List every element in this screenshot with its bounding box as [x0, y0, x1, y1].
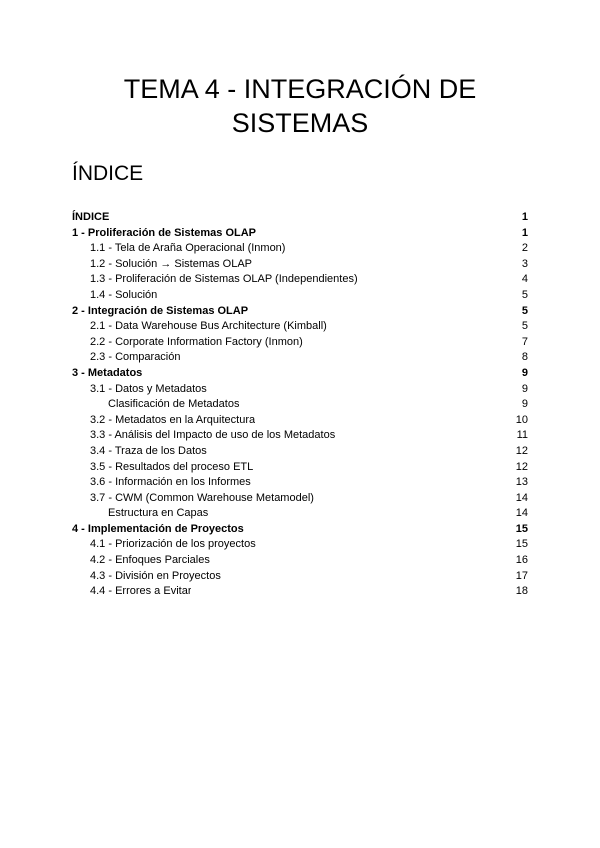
toc-entry-label: 1.3 - Proliferación de Sistemas OLAP (Independientes) [90, 273, 358, 286]
toc-entry-page-number: 16 [515, 554, 528, 567]
toc-entry-page-number: 2 [521, 242, 528, 255]
toc-entry-label: ÍNDICE [72, 211, 110, 223]
toc-entry[interactable] [72, 444, 528, 460]
toc-entry-label: 3.5 - Resultados del proceso ETL [90, 460, 254, 473]
toc-entry-page-number: 5 [521, 304, 528, 317]
toc-entry[interactable] [72, 460, 528, 476]
toc-entry[interactable] [72, 350, 528, 366]
toc-entry-page-number: 13 [515, 476, 528, 489]
toc-entry[interactable] [72, 413, 528, 429]
toc-entry-page-number: 18 [515, 585, 528, 598]
toc-entry[interactable] [72, 569, 528, 585]
toc-entry-label: 4.2 - Enfoques Parciales [90, 554, 210, 567]
toc-entry[interactable] [72, 522, 528, 538]
toc-entry-page-number: 14 [515, 491, 528, 504]
toc-entry-page-number: 4 [521, 273, 528, 286]
toc-entry[interactable] [72, 475, 528, 491]
toc-entry-label: 4.1 - Priorización de los proyectos [90, 538, 256, 551]
toc-entry[interactable] [72, 506, 528, 522]
table-of-contents [72, 210, 528, 600]
toc-entry[interactable] [72, 319, 528, 335]
toc-entry-label: 3.3 - Análisis del Impacto de uso de los Metadatos [90, 429, 336, 442]
document-title [0, 72, 600, 140]
toc-entry[interactable] [72, 226, 528, 242]
toc-entry-page-number: 12 [515, 460, 528, 473]
toc-entry[interactable] [72, 428, 528, 444]
toc-entry-page-number: 15 [515, 538, 528, 551]
document-title-line-2: SISTEMAS [231, 108, 369, 138]
toc-entry-label: 3.2 - Metadatos en la Arquitectura [90, 413, 256, 426]
toc-entry-page-number: 10 [515, 413, 528, 426]
toc-entry-label: 4.4 - Errores a Evitar [90, 585, 192, 598]
toc-entry-page-number: 9 [521, 398, 528, 411]
toc-entry-label: 3.1 - Datos y Metadatos [90, 382, 207, 395]
toc-entry-label: 2 - Integración de Sistemas OLAP [72, 304, 249, 317]
toc-entry-label: 3.7 - CWM (Common Warehouse Metamodel) [90, 491, 314, 504]
toc-entry[interactable] [72, 304, 528, 320]
toc-entry[interactable] [72, 241, 528, 257]
toc-entry-label: 4 - Implementación de Proyectos [72, 522, 244, 535]
toc-entry[interactable] [72, 397, 528, 413]
toc-entry-page-number: 11 [516, 429, 528, 442]
toc-entry[interactable] [72, 272, 528, 288]
toc-entry-page-number: 8 [521, 351, 528, 364]
toc-entry-label: 2.2 - Corporate Information Factory (Inmon) [90, 335, 303, 348]
toc-entry-page-number: 1 [521, 226, 528, 239]
toc-entry-page-number: 14 [515, 507, 528, 520]
document-title-line-1: TEMA 4 - INTEGRACIÓN DE [123, 74, 477, 104]
toc-entry[interactable] [72, 382, 528, 398]
toc-entry-label: 2.3 - Comparación [90, 351, 181, 364]
toc-entry-page-number: 5 [521, 288, 528, 301]
toc-entry-label: 1.1 - Tela de Araña Operacional (Inmon) [90, 242, 286, 255]
toc-entry-page-number: 5 [521, 320, 528, 333]
toc-entry[interactable] [72, 553, 528, 569]
toc-entry[interactable] [72, 335, 528, 351]
toc-entry[interactable] [72, 584, 528, 600]
toc-entry[interactable] [72, 491, 528, 507]
toc-entry-label: Clasificación de Metadatos [108, 398, 240, 411]
toc-entry-label: 1.4 - Solución [90, 288, 158, 301]
toc-entry[interactable] [72, 366, 528, 382]
toc-entry-page-number: 17 [515, 569, 528, 582]
toc-entry[interactable] [72, 210, 528, 226]
toc-entry[interactable] [72, 288, 528, 304]
toc-entry[interactable] [72, 537, 528, 553]
index-heading: ÍNDICE [72, 162, 144, 185]
toc-entry-label: 3 - Metadatos [72, 366, 143, 379]
toc-entry-page-number: 1 [521, 211, 528, 223]
toc-entry-label: 3.4 - Traza de los Datos [90, 444, 207, 457]
toc-entry-page-number: 9 [521, 382, 528, 395]
toc-entry-page-number: 3 [521, 257, 528, 270]
toc-entry-label: 4.3 - División en Proyectos [90, 569, 221, 582]
toc-entry-page-number: 9 [521, 366, 528, 379]
toc-entry-label: 1.2 - Solución → Sistemas OLAP [90, 257, 253, 270]
toc-entry-label: 2.1 - Data Warehouse Bus Architecture (Kimball) [90, 320, 327, 333]
toc-entry-label: Estructura en Capas [108, 507, 209, 520]
toc-entry-label: 1 - Proliferación de Sistemas OLAP [72, 226, 257, 239]
toc-entry-page-number: 15 [515, 522, 528, 535]
toc-entry[interactable] [72, 257, 528, 273]
toc-entry-page-number: 12 [515, 444, 528, 457]
toc-entry-page-number: 7 [521, 335, 528, 348]
toc-entry-label: 3.6 - Información en los Informes [90, 476, 251, 489]
